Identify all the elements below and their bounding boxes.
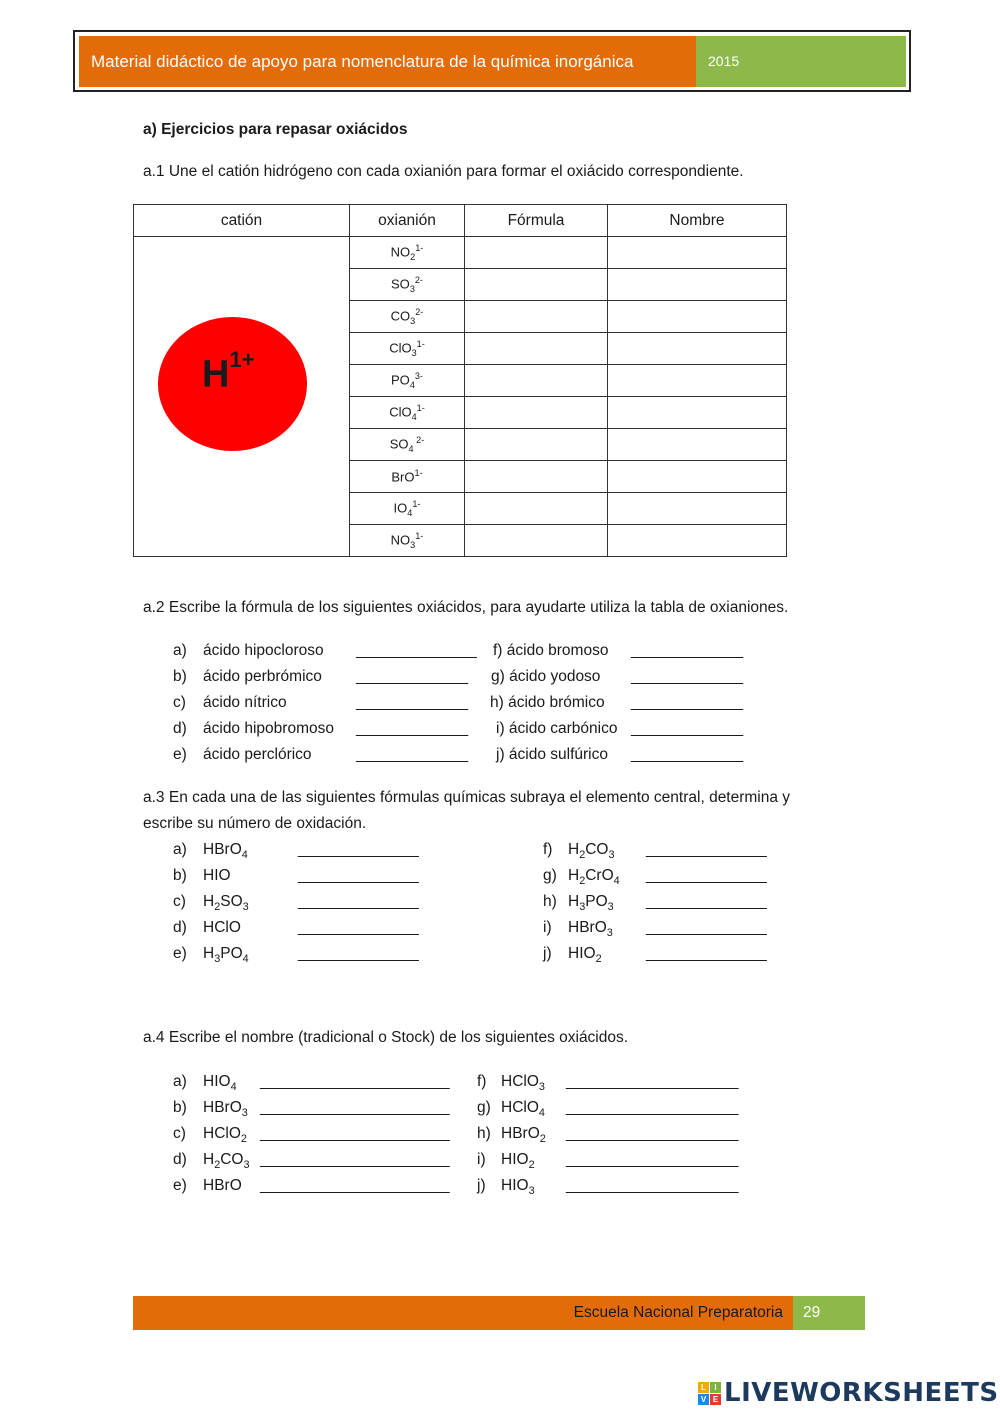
a4-formula xyxy=(203,1099,248,1120)
header-title: Material didáctico de apoyo para nomenclatura de la química inorgánica xyxy=(79,36,696,87)
a3-formula-subscript: 3 xyxy=(242,901,249,914)
a4-formula-subscript: 3 xyxy=(241,1107,248,1120)
a3-formula xyxy=(568,893,614,914)
a4-instruction: a.4 Escribe el nombre (tradicional o Stock) de los siguientes oxiácidos. xyxy=(143,1029,629,1046)
a4-formula-subscript: 3 xyxy=(528,1185,535,1198)
a3-formula xyxy=(203,841,248,862)
oxyanion-subscript: 3 xyxy=(410,315,416,326)
oxyanion-symbol: ClO xyxy=(389,340,412,356)
a4-formula-wrap xyxy=(203,1151,250,1171)
a3-formula-symbol: HBrO xyxy=(203,841,242,858)
formula-answer-cell[interactable] xyxy=(465,333,608,365)
oxyanion-cell xyxy=(350,301,465,333)
name-answer-cell[interactable] xyxy=(608,237,787,269)
oxyanion-symbol: IO xyxy=(393,500,408,516)
formula-answer-cell[interactable] xyxy=(465,237,608,269)
a4-formula xyxy=(203,1073,237,1094)
col-header-name: Nombre xyxy=(608,205,787,237)
a2-item-letter: a) xyxy=(173,642,187,659)
a4-formula-symbol: HClO xyxy=(203,1125,241,1142)
cation-cell xyxy=(134,237,350,557)
a3-formula-subscript: 3 xyxy=(214,953,221,966)
a3-formula xyxy=(568,945,602,966)
formula-answer-cell[interactable] xyxy=(465,269,608,301)
oxyanion-cell xyxy=(350,461,465,493)
oxyanion-subscript: 4 xyxy=(411,411,417,422)
a2-item-letter: e) xyxy=(173,746,187,763)
name-answer-cell[interactable] xyxy=(608,525,787,557)
formula-answer-cell[interactable] xyxy=(465,365,608,397)
a4-formula xyxy=(501,1151,535,1172)
a4-formula-symbol: HClO xyxy=(501,1073,539,1090)
a3-formula-wrap xyxy=(568,867,620,887)
a2-item-name: ácido perclórico xyxy=(203,746,312,763)
a4-formula-symbol: H xyxy=(203,1151,215,1168)
oxyanion-cell xyxy=(350,525,465,557)
a2-item-letter: c) xyxy=(173,694,186,711)
a4-formula-subscript: 4 xyxy=(538,1107,545,1120)
oxyanion-cell xyxy=(350,365,465,397)
a3-formula-wrap xyxy=(568,919,613,939)
a3-formula xyxy=(568,841,615,862)
a3-formula-subscript: 3 xyxy=(579,901,586,914)
header-year: 2015 xyxy=(696,36,906,87)
a4-formula-wrap xyxy=(501,1177,535,1197)
a4-item-letter: c) xyxy=(173,1125,186,1142)
a4-item-letter: i) xyxy=(477,1151,486,1168)
a4-formula-wrap xyxy=(501,1073,545,1093)
oxyanion-symbol: NO xyxy=(390,532,411,548)
a4-formula-symbol: HBrO xyxy=(203,1177,242,1194)
formula-answer-cell[interactable] xyxy=(465,301,608,333)
a4-formula-wrap xyxy=(203,1125,247,1145)
a3-formula-symbol: CrO xyxy=(585,867,614,884)
a3-answer-blank[interactable]: ______________ xyxy=(646,841,767,858)
a3-formula-subscript: 2 xyxy=(579,849,586,862)
footer-page-number: 29 xyxy=(793,1296,865,1330)
hydrogen-cation-circle xyxy=(158,317,307,451)
a3-formula-wrap xyxy=(203,867,231,885)
a4-answer-blank[interactable]: ____________________ xyxy=(566,1073,739,1090)
section-title: a) Ejercicios para repasar oxiácidos xyxy=(143,121,408,138)
name-answer-cell[interactable] xyxy=(608,365,787,397)
formula-answer-cell[interactable] xyxy=(465,525,608,557)
a3-formula-symbol: HIO xyxy=(568,945,596,962)
a1-instruction: a.1 Une el catión hidrógeno con cada oxianión para formar el oxiácido correspondiente. xyxy=(143,163,744,180)
col-header-formula: Fórmula xyxy=(465,205,608,237)
a2-item-name: i) ácido carbónico xyxy=(496,720,618,737)
a3-formula-subscript: 3 xyxy=(606,927,613,940)
oxyanion-subscript: 3 xyxy=(410,539,416,550)
a3-item-letter: b) xyxy=(173,867,187,884)
oxyanion-subscript: 2 xyxy=(410,251,416,262)
a3-formula-symbol: SO xyxy=(220,893,243,910)
oxyanion-subscript: 3 xyxy=(411,347,417,358)
oxyanion-cell xyxy=(350,237,465,269)
a3-formula-symbol: PO xyxy=(585,893,608,910)
a2-item-name: ácido perbrómico xyxy=(203,668,322,685)
oxyanion-charge: 1- xyxy=(414,468,423,479)
a3-formula-symbol: H xyxy=(568,841,580,858)
a3-formula-wrap xyxy=(203,945,249,965)
a3-formula xyxy=(203,893,249,914)
a4-formula-subscript: 3 xyxy=(243,1159,250,1172)
liveworksheets-wordmark: LIVEWORKSHEETS xyxy=(724,1378,999,1408)
a2-instruction: a.2 Escribe la fórmula de los siguientes oxiácidos, para ayudarte utiliza la tabla de oxianiones. xyxy=(143,599,789,616)
formula-answer-cell[interactable] xyxy=(465,429,608,461)
a4-formula-subscript: 4 xyxy=(230,1081,237,1094)
a4-item-letter: d) xyxy=(173,1151,187,1168)
a4-item-letter: j) xyxy=(477,1177,486,1194)
a3-formula-symbol: H xyxy=(568,867,580,884)
a4-formula-subscript: 2 xyxy=(214,1159,221,1172)
oxyanion-subscript: 4 xyxy=(407,507,413,518)
a3-answer-blank[interactable]: ______________ xyxy=(298,945,419,962)
page-header xyxy=(73,30,911,92)
a3-formula-subscript: 2 xyxy=(595,953,602,966)
a3-instruction-line2: escribe su número de oxidación. xyxy=(143,815,367,832)
a2-answer-blank[interactable]: _____________ xyxy=(631,720,744,737)
a2-answer-blank[interactable]: _____________ xyxy=(356,668,469,685)
a2-answer-blank[interactable]: _____________ xyxy=(631,642,744,659)
a3-item-letter: i) xyxy=(543,919,552,936)
a4-formula-wrap xyxy=(203,1099,248,1119)
a4-formula-symbol: HIO xyxy=(203,1073,231,1090)
a4-answer-blank[interactable]: ______________________ xyxy=(260,1125,450,1142)
col-header-oxyanion: oxianión xyxy=(350,205,465,237)
footer-school: Escuela Nacional Preparatoria xyxy=(133,1296,793,1330)
a3-item-letter: d) xyxy=(173,919,187,936)
a2-item-name: h) ácido brómico xyxy=(490,694,605,711)
a4-formula xyxy=(501,1099,545,1120)
col-header-cation: catión xyxy=(134,205,350,237)
name-answer-cell[interactable] xyxy=(608,461,787,493)
a4-formula-symbol: CO xyxy=(220,1151,244,1168)
a2-item-name: ácido nítrico xyxy=(203,694,287,711)
a4-formula-wrap xyxy=(203,1177,242,1195)
name-answer-cell[interactable] xyxy=(608,269,787,301)
a3-formula xyxy=(203,945,249,966)
name-answer-cell[interactable] xyxy=(608,397,787,429)
a2-answer-blank[interactable]: _____________ xyxy=(631,668,744,685)
a3-answer-blank[interactable]: ______________ xyxy=(646,945,767,962)
liveworksheets-logo xyxy=(698,1378,999,1408)
hydrogen-cation-label xyxy=(202,347,255,396)
a4-answer-blank[interactable]: ______________________ xyxy=(260,1099,450,1116)
a4-item-letter: a) xyxy=(173,1073,187,1090)
a3-item-letter: g) xyxy=(543,867,557,884)
a2-answer-blank[interactable]: _____________ xyxy=(631,694,744,711)
a2-item-name: ácido hipocloroso xyxy=(203,642,324,659)
a4-item-letter: h) xyxy=(477,1125,491,1142)
oxyanion-table xyxy=(133,204,787,557)
a3-answer-blank[interactable]: ______________ xyxy=(298,841,419,858)
a3-formula-symbol: HBrO xyxy=(568,919,607,936)
a4-formula-subscript: 2 xyxy=(240,1133,247,1146)
a2-item-name: g) ácido yodoso xyxy=(491,668,601,685)
a2-item-letter: d) xyxy=(173,720,187,737)
a3-instruction-line1: a.3 En cada una de las siguientes fórmulas químicas subraya el elemento central, determina y xyxy=(143,789,791,806)
a3-item-letter: f) xyxy=(543,841,553,858)
a4-formula-symbol: HIO xyxy=(501,1177,529,1194)
a3-formula-wrap xyxy=(568,841,615,861)
a4-formula-wrap xyxy=(203,1073,237,1093)
a4-formula-symbol: HBrO xyxy=(203,1099,242,1116)
a4-answer-blank[interactable]: ____________________ xyxy=(566,1151,739,1168)
a4-item-letter: f) xyxy=(477,1073,487,1090)
a4-formula-symbol: HBrO xyxy=(501,1125,540,1142)
a3-item-letter: h) xyxy=(543,893,557,910)
a4-answer-blank[interactable]: ____________________ xyxy=(566,1177,739,1194)
formula-answer-cell[interactable] xyxy=(465,493,608,525)
a4-formula-wrap xyxy=(501,1125,546,1145)
a3-answer-blank[interactable]: ______________ xyxy=(646,867,767,884)
a4-formula-symbol: HIO xyxy=(501,1151,529,1168)
a3-answer-blank[interactable]: ______________ xyxy=(298,893,419,910)
a4-formula xyxy=(203,1177,242,1194)
a3-formula xyxy=(568,867,620,888)
oxyanion-charge: 1- xyxy=(416,339,425,350)
a3-item-letter: j) xyxy=(543,945,552,962)
a3-formula xyxy=(203,867,231,884)
a2-answer-blank[interactable]: _____________ xyxy=(356,694,469,711)
a3-item-letter: e) xyxy=(173,945,187,962)
a4-answer-blank[interactable]: ______________________ xyxy=(260,1073,450,1090)
a3-formula xyxy=(203,919,241,936)
a4-answer-blank[interactable]: ____________________ xyxy=(566,1125,739,1142)
oxyanion-symbol: SO xyxy=(391,276,410,292)
oxyanion-symbol: ClO xyxy=(389,404,412,420)
oxyanion-symbol: SO xyxy=(389,436,409,452)
a4-answer-blank[interactable]: ____________________ xyxy=(566,1099,739,1116)
a4-formula-subscript: 3 xyxy=(538,1081,545,1094)
oxyanion-symbol: NO xyxy=(390,244,411,260)
oxyanion-charge: 3- xyxy=(414,371,423,382)
a2-item-name: ácido hipobromoso xyxy=(203,720,334,737)
a2-answer-blank[interactable]: ______________ xyxy=(356,642,477,659)
oxyanion-charge: 2- xyxy=(415,307,424,318)
a3-item-letter: c) xyxy=(173,893,186,910)
a4-formula xyxy=(501,1125,546,1146)
a3-formula-wrap xyxy=(203,893,249,913)
a3-formula xyxy=(568,919,613,940)
oxyanion-subscript: 3 xyxy=(409,283,415,294)
a2-answer-blank[interactable]: _____________ xyxy=(631,746,744,763)
a2-answer-blank[interactable]: _____________ xyxy=(356,746,469,763)
a3-formula-wrap xyxy=(568,893,614,913)
a3-formula-symbol: H xyxy=(203,893,215,910)
oxyanion-cell xyxy=(350,397,465,429)
a3-formula-symbol: H xyxy=(203,945,215,962)
a3-formula-wrap xyxy=(568,945,602,965)
a4-formula-wrap xyxy=(501,1151,535,1171)
a4-formula-subscript: 2 xyxy=(528,1159,535,1172)
name-answer-cell[interactable] xyxy=(608,429,787,461)
a2-answer-blank[interactable]: _____________ xyxy=(356,720,469,737)
a4-formula-subscript: 2 xyxy=(539,1133,546,1146)
table-row xyxy=(134,237,787,269)
a3-formula-symbol: HIO xyxy=(203,867,231,884)
oxyanion-cell xyxy=(350,429,465,461)
oxyanion-subscript: 4 xyxy=(408,443,414,454)
a3-formula-subscript: 4 xyxy=(613,875,620,888)
oxyanion-charge: 1- xyxy=(415,243,424,254)
a4-formula-wrap xyxy=(501,1099,545,1119)
a2-item-name: j) ácido sulfúrico xyxy=(496,746,608,763)
oxyanion-cell xyxy=(350,493,465,525)
liveworksheets-mark-icon: L I V E xyxy=(698,1382,721,1405)
a3-formula-symbol: PO xyxy=(220,945,243,962)
cation-charge: 1+ xyxy=(229,347,255,372)
a4-formula xyxy=(501,1177,535,1198)
oxyanion-symbol: BrO xyxy=(391,469,415,485)
oxyanion-cell xyxy=(350,269,465,301)
cation-symbol: H xyxy=(202,353,230,396)
a3-formula-symbol: HClO xyxy=(203,919,241,936)
oxyanion-symbol: PO xyxy=(391,372,410,388)
a3-formula-symbol: CO xyxy=(585,841,609,858)
a3-answer-blank[interactable]: ______________ xyxy=(298,867,419,884)
a4-formula-symbol: HClO xyxy=(501,1099,539,1116)
oxyanion-charge: 1- xyxy=(415,531,424,542)
a3-answer-blank[interactable]: ______________ xyxy=(298,919,419,936)
name-answer-cell[interactable] xyxy=(608,493,787,525)
a4-item-letter: e) xyxy=(173,1177,187,1194)
oxyanion-charge: 1- xyxy=(412,499,421,510)
formula-answer-cell[interactable] xyxy=(465,397,608,429)
a4-formula xyxy=(203,1125,247,1146)
a3-formula-symbol: H xyxy=(568,893,580,910)
a3-answer-blank[interactable]: ______________ xyxy=(646,893,767,910)
a3-formula-subscript: 2 xyxy=(579,875,586,888)
a4-item-letter: g) xyxy=(477,1099,491,1116)
a3-formula-subscript: 2 xyxy=(214,901,221,914)
a2-item-name: f) ácido bromoso xyxy=(493,642,609,659)
oxyanion-charge: 2- xyxy=(413,435,425,446)
a4-answer-blank[interactable]: ______________________ xyxy=(260,1177,450,1194)
oxyanion-cell xyxy=(350,333,465,365)
oxyanion-symbol: CO xyxy=(390,308,411,324)
name-answer-cell[interactable] xyxy=(608,333,787,365)
a4-answer-blank[interactable]: ______________________ xyxy=(260,1151,450,1168)
a3-formula-wrap xyxy=(203,919,241,937)
a3-formula-subscript: 3 xyxy=(608,849,615,862)
a3-formula-wrap xyxy=(203,841,248,861)
a3-formula-subscript: 4 xyxy=(242,953,249,966)
a4-formula xyxy=(501,1073,545,1094)
a3-formula-subscript: 3 xyxy=(607,901,614,914)
a2-item-letter: b) xyxy=(173,668,187,685)
a4-item-letter: b) xyxy=(173,1099,187,1116)
oxyanion-charge: 2- xyxy=(414,275,423,286)
formula-answer-cell[interactable] xyxy=(465,461,608,493)
a3-formula-subscript: 4 xyxy=(241,849,248,862)
name-answer-cell[interactable] xyxy=(608,301,787,333)
oxyanion-charge: 1- xyxy=(416,403,425,414)
a3-item-letter: a) xyxy=(173,841,187,858)
oxyanion-subscript: 4 xyxy=(409,379,415,390)
a4-formula xyxy=(203,1151,250,1172)
a3-answer-blank[interactable]: ______________ xyxy=(646,919,767,936)
